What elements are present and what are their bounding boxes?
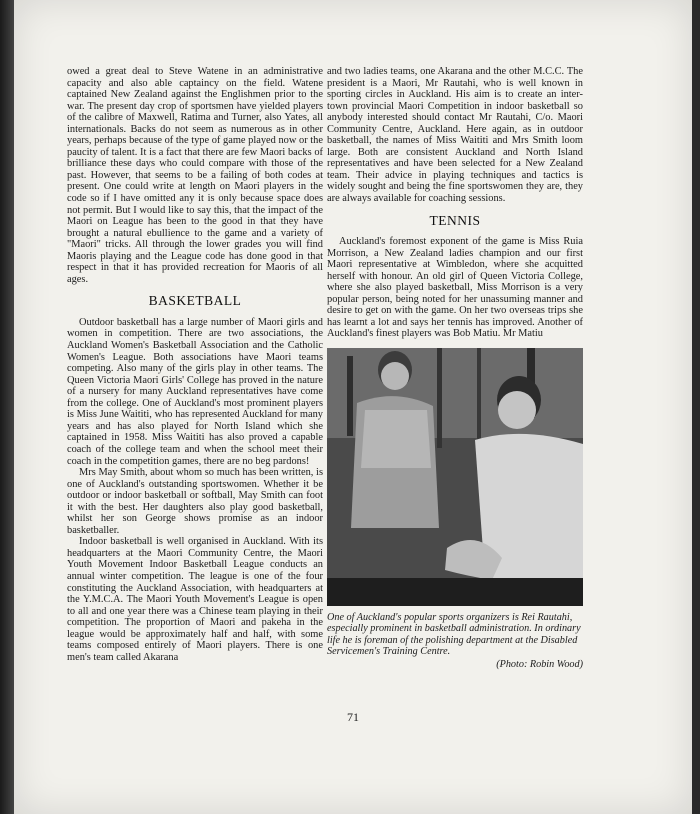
- section-heading-basketball: BASKETBALL: [148, 293, 242, 309]
- paragraph: Mrs May Smith, about whom so much has been written, is one of Auckland's outstanding sportswomen. Whether it be outdoor or indoor basketball or softball, May Smith can foot it with the best. Her daughters also play good basketball, whilst her son George shows promise as an indoor basketballer.: [67, 467, 323, 536]
- photo-credit: (Photo: Robin Wood): [496, 658, 583, 670]
- paragraph: Auckland's foremost exponent of the game is Miss Ruia Morrison, a New Zealand ladies champion and our first Maori representative at Wimbledon, where she acquitted herself with honour. An old girl of Queen Victoria College, where she also played basketball, Miss Morrison is a very popular person, being noted for her unassuming manner and desire to get on with the game. On her two overseas trips she has learnt a lot and says her tennis has improved. Another of Auckland's finest players was Bob Matiu. Mr Matiu: [327, 236, 583, 340]
- paragraph: and two ladies teams, one Akarana and the other M.C.C. The president is a Maori, Mr Rautahi, who is well known in sporting circles in Auckland. His aim is to create an inter-town provincial Maori Competition in indoor basketball so anybody interested should contact Mr Rautahi, C/o. Maori Community Centre, Auckland. Here again, as in outdoor basketball, the names of Miss Waititi and Mrs Smith loom large. Both are consistent Auckland and North Island representatives and have been selected for a New Zealand team. Their advice in playing techniques and tactics is widely sought and being the fine sportswomen they are, they are always available for coaching sessions.: [327, 66, 583, 205]
- page-binding-edge: [0, 0, 14, 814]
- photo-caption: One of Auckland's popular sports organizers is Rei Rautahi, especially prominent in basketball administration. In ordinary life he is foreman of the polishing department at the Disabled Servicemen's Training Centre.: [327, 612, 581, 658]
- section-heading-tennis: TENNIS: [429, 212, 481, 228]
- paragraph: Outdoor basketball has a large number of Maori girls and women in competition. There are two associations, the Auckland Women's Basketball Association and the Catholic Women's League. Both associations have Maori teams competing. Also many of the girls play in other teams. The Queen Victoria Maori Girls' College has proved in the nature of a nursery for many Auckland representatives have come from the college. One of Auckland's most prominent players is Miss June Waititi, who has represented Auckland for many years and has also played for North Island which she captained in 1958. Miss Waititi has also proved a capable coach of the college team and when the school meet their coach in the competition games, there are no beg pardons!: [67, 316, 323, 467]
- paragraph: Indoor basketball is well organised in Auckland. With its headquarters at the Maori Community Centre, the Maori Youth Movement Indoor Basketball League conducts an annual winter competition. The league is one of the four constituting the Auckland Association, with headquarters at the Y.M.C.A. The Maori Youth Movement's League is open to all and one year there was a Chinese team playing in their competition. The proportion of Maori and pakeha in the league would be approximately half and half, with some teams composed entirely of Maori players. There is one men's team called Akarana: [67, 536, 323, 663]
- paragraph: owed a great deal to Steve Watene in an administrative capacity and also able captaincy on the field. Watene captained New Zealand against the Englishmen prior to the war. The present day crop of sportsmen have yielded players of the calibre of Maxwell, Ratima and Turner, also Yates, all internationals. Backs do not seem as numerous as in other years, perhaps because of the type of game played now or the paucity of talent. It is a fact that there are few Maori backs of brilliance these days who could compare with those of the past. However, that seems to be a failing of both codes at present. One could write at length on Maori players in the code so if I have omitted any it is only because space does not permit. But I would like to say this, that the impact of the Maori on League has been to the good in that they have brought a natural ebullience to the game and a variety of "Maori" tricks. All through the lower grades you will find Maoris playing and the League code has done good in that respect in that it has provided recreation for Maoris of all ages.: [67, 66, 323, 285]
- page-number: 71: [347, 710, 359, 724]
- right-column: [327, 66, 583, 670]
- photograph: [327, 348, 583, 606]
- left-column: [67, 66, 323, 663]
- magazine-page: [14, 0, 692, 814]
- photo-illustration: [327, 348, 583, 606]
